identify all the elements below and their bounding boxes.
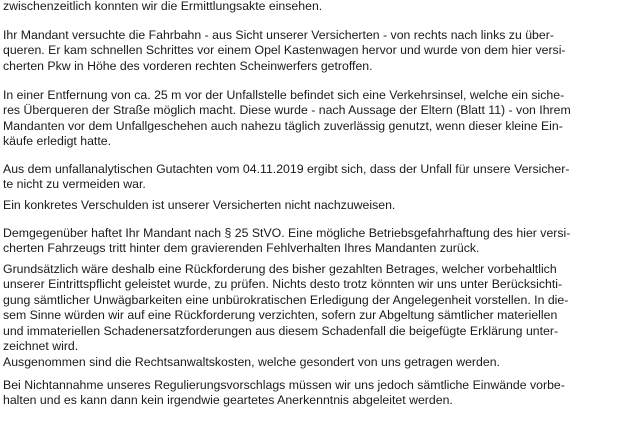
text-line: Bei Nichtannahme unseres Regulierungsvorschlags müssen wir uns jedoch sämtliche Einwände vorbe- xyxy=(3,378,565,392)
paragraph-expert-report xyxy=(3,162,625,193)
paragraph-accident-description xyxy=(3,28,625,74)
text-line: Grundsätzlich wäre deshalb eine Rückforderung des bisher gezahlten Betrages, welcher vorbehaltlich xyxy=(3,262,557,276)
text-line: unserer Eintrittspflicht geleistet wurde, zu prüfen. Nichts desto trotz könnten wir uns unter Berücksichti- xyxy=(3,277,563,292)
text-line: halten und es kann dann kein irgendwie geartetes Anerkenntnis abgeleitet werden. xyxy=(3,393,453,408)
text-line: zwischenzeitlich konnten wir die Ermittlungsakte einsehen. xyxy=(3,0,323,13)
text-line: res Überqueren der Straße möglich macht. Diese wurde - nach Aussage der Eltern (Blatt 11) - von Ihrem xyxy=(3,103,571,118)
paragraph-liability xyxy=(3,226,625,257)
text-line: Ihr Mandant versuchte die Fahrbahn - aus Sicht unserer Versicherten - von rechts nach links zu über- xyxy=(3,28,554,42)
text-line: te nicht zu vermeiden war. xyxy=(3,177,146,192)
text-line: cherten Fahrzeugs tritt hinter dem gravierenden Fehlverhalten Ihres Mandanten zurück. xyxy=(3,241,480,256)
text-line: Aus dem unfallanalytischen Gutachten vom 04.11.2019 ergibt sich, dass der Unfall für unsere Versicher- xyxy=(3,162,570,176)
paragraph-settlement-offer xyxy=(3,262,625,354)
text-line: gung sämtlicher Unwägbarkeiten eine unbürokratischen Erledigung der Angelegenheit vorstellen. In die- xyxy=(3,292,569,307)
text-line: Demgegenüber haftet Ihr Mandant nach § 25 StVO. Eine mögliche Betriebsgefahrhaftung des hier versi- xyxy=(3,226,571,240)
text-line: In einer Entfernung von ca. 25 m vor der Unfallstelle befindet sich eine Verkehrsinsel, welche ein siche- xyxy=(3,88,565,102)
text-line: Ausgenommen sind die Rechtsanwaltskosten, welche gesondert von uns getragen werden. xyxy=(3,355,500,369)
paragraph-no-fault xyxy=(3,198,625,213)
text-line: Mandanten vor dem Unfallgeschehen auch nahezu täglich zuverlässig genutzt, wenn dieser kleine Ein- xyxy=(3,118,563,133)
text-line: käufe erledigt hatte. xyxy=(3,134,112,149)
paragraph-reservation xyxy=(3,378,625,409)
paragraph-traffic-island xyxy=(3,88,625,150)
text-line: und immateriellen Schadenersatzforderungen aus diesem Schadenfall die beigefügte Erklärung unter- xyxy=(3,323,559,338)
paragraph-file-review xyxy=(3,0,625,14)
paragraph-legal-costs xyxy=(3,355,625,370)
text-line: Ein konkretes Verschulden ist unserer Versicherten nicht nachzuweisen. xyxy=(3,198,396,212)
text-line: queren. Er kam schnellen Schrittes vor einem Opel Kastenwagen hervor und wurde von dem hier versi- xyxy=(3,43,566,58)
text-line: zeichnet wird. xyxy=(3,339,79,354)
text-line: cherten Pkw in Höhe des vorderen rechten Scheinwerfers getroffen. xyxy=(3,58,373,73)
text-line: sem Sinne würden wir auf eine Rückforderung verzichten, sofern zur Abgeltung sämtlicher materiellen xyxy=(3,308,558,323)
